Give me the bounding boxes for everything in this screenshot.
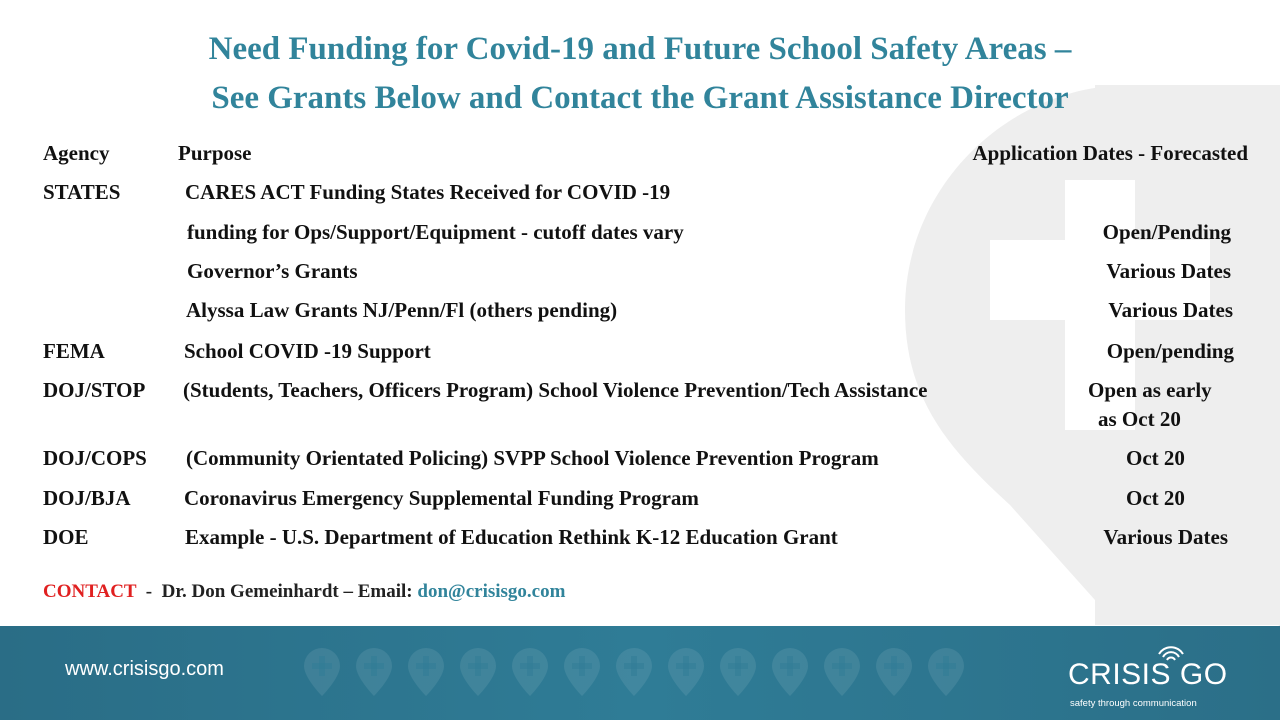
row-date: Various Dates: [1103, 525, 1228, 549]
row-purpose: Alyssa Law Grants NJ/Penn/Fl (others pending): [186, 298, 618, 322]
row-purpose: funding for Ops/Support/Equipment - cutoff dates vary: [187, 220, 684, 244]
row-date: Various Dates: [1108, 298, 1233, 322]
pin-pattern-icon: [300, 644, 980, 704]
footer-bar: [0, 626, 1280, 720]
logo-text: CRISIS GO: [1068, 658, 1228, 691]
row-date-continued: as Oct 20: [1098, 407, 1181, 431]
row-agency: DOJ/COPS: [43, 446, 147, 470]
row-agency: DOE: [43, 525, 89, 549]
row-purpose: Example - U.S. Department of Education Rethink K-12 Education Grant: [185, 525, 838, 549]
row-date: Oct 20: [1126, 446, 1185, 470]
row-date: Open/Pending: [1102, 220, 1231, 244]
row-agency: FEMA: [43, 339, 105, 363]
row-purpose: CARES ACT Funding States Received for COVID -19: [185, 180, 671, 204]
contact-label: CONTACT: [43, 581, 137, 602]
contact-email-link[interactable]: don@crisisgo.com: [417, 581, 566, 602]
row-date: Open/pending: [1106, 339, 1234, 363]
contact-name: Dr. Don Gemeinhardt – Email:: [161, 581, 413, 602]
row-purpose: Coronavirus Emergency Supplemental Funding Program: [184, 486, 699, 510]
row-purpose: Governor’s Grants: [187, 259, 358, 283]
slide-title-line-2: See Grants Below and Contact the Grant Assistance Director: [211, 80, 1069, 116]
row-purpose: School COVID -19 Support: [184, 339, 431, 363]
row-purpose: (Community Orientated Policing) SVPP School Violence Prevention Program: [186, 446, 879, 470]
footer-website-link[interactable]: www.crisisgo.com: [65, 658, 224, 680]
row-date: Open as early: [1088, 378, 1212, 402]
row-agency: DOJ/BJA: [43, 486, 131, 510]
logo-tagline: safety through communication: [1070, 698, 1197, 709]
row-agency: DOJ/STOP: [43, 378, 146, 402]
row-agency: STATES: [43, 180, 121, 204]
row-date: Various Dates: [1106, 259, 1231, 283]
header-application-dates: Application Dates - Forecasted: [972, 141, 1248, 165]
slide-title-line-1: Need Funding for Covid-19 and Future School Safety Areas –: [208, 31, 1072, 67]
header-agency: Agency: [43, 141, 110, 165]
crisisgo-logo: [1068, 640, 1238, 712]
contact-line: [43, 580, 565, 604]
header-purpose: Purpose: [178, 141, 252, 165]
row-date: Oct 20: [1126, 486, 1185, 510]
row-purpose: (Students, Teachers, Officers Program) School Violence Prevention/Tech Assistance: [183, 378, 928, 402]
contact-separator: -: [145, 581, 153, 602]
